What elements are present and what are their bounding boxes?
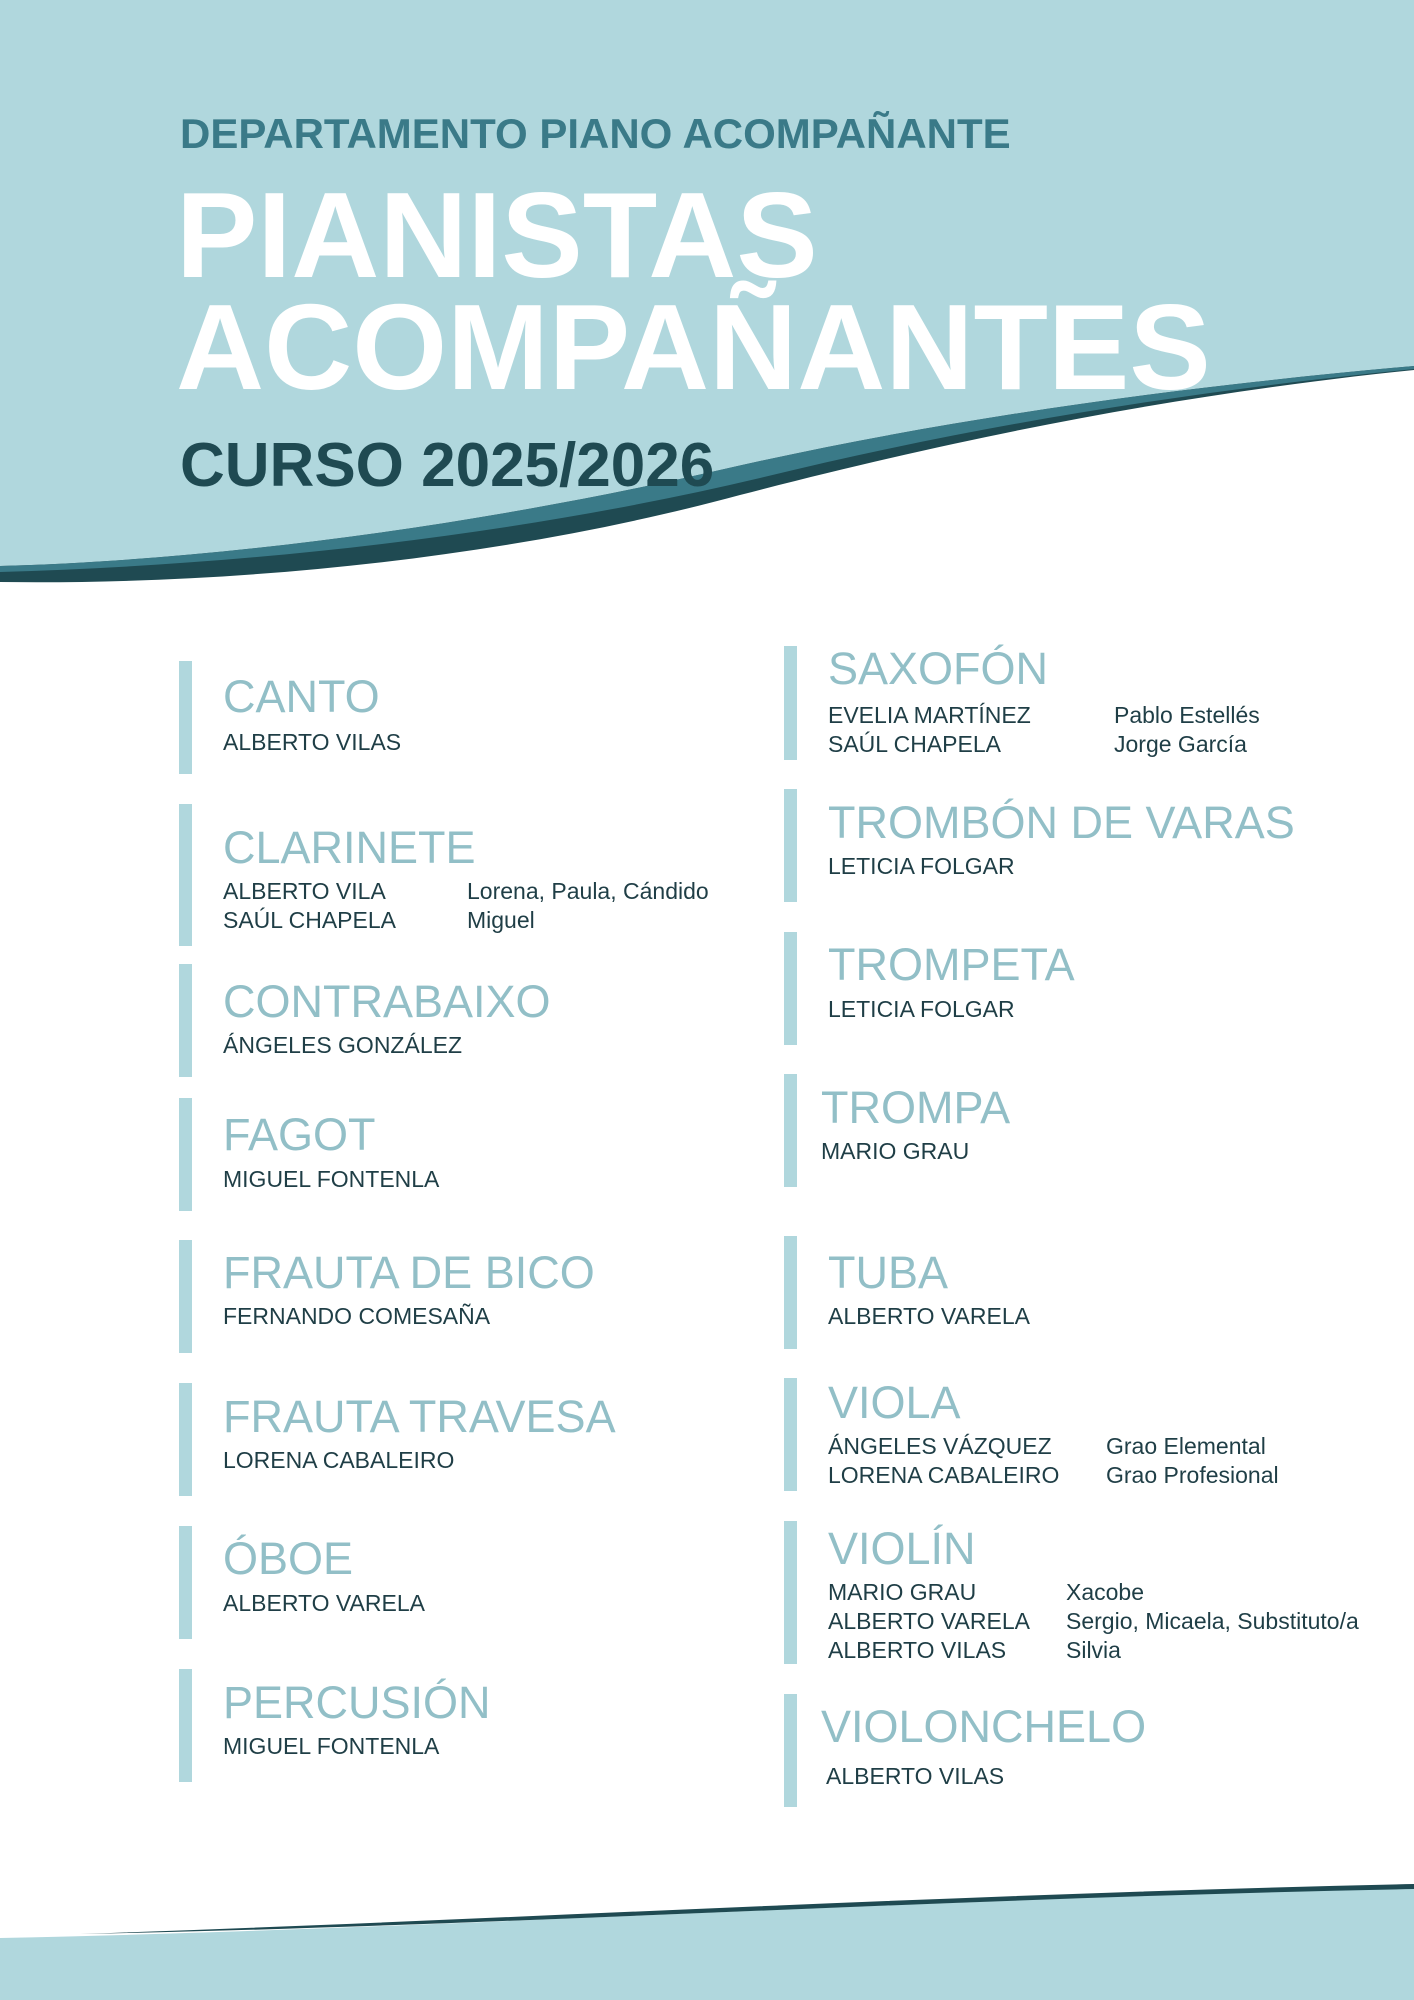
section-title: CANTO: [223, 671, 380, 722]
pianist-name: ALBERTO VARELA: [223, 1590, 425, 1616]
list-item: [223, 906, 709, 935]
pianist-name: MARIO GRAU: [828, 1579, 977, 1605]
pianist-students: Pablo Estellés: [1114, 702, 1260, 728]
list-item: [223, 1031, 462, 1060]
section-title: TROMBÓN DE VARAS: [828, 797, 1295, 848]
section-percusion: [179, 1669, 491, 1782]
section-title: PERCUSIÓN: [223, 1677, 491, 1728]
list-item: [223, 1302, 490, 1331]
section-oboe: [179, 1526, 425, 1639]
pianist-name: ALBERTO VILAS: [828, 1637, 1007, 1663]
section-contrabaixo: [179, 964, 551, 1077]
pianist-name: ÁNGELES VÁZQUEZ: [828, 1433, 1052, 1459]
list-item: [828, 852, 1015, 881]
pianist-name: ALBERTO VILAS: [826, 1763, 1005, 1789]
section-violonchelo: [784, 1694, 1147, 1807]
section-title: FRAUTA TRAVESA: [223, 1391, 616, 1442]
course-year: CURSO 2025/2026: [180, 431, 715, 500]
list-item: [828, 1607, 1359, 1636]
section-viola: [784, 1377, 1279, 1491]
section-title: CLARINETE: [223, 822, 476, 873]
section-canto: [179, 661, 402, 774]
pianist-name: ALBERTO VILA: [223, 878, 386, 904]
section-trombon-de-varas: [784, 789, 1295, 902]
pianist-students: Jorge García: [1114, 731, 1247, 757]
pianist-students: Lorena, Paula, Cándido: [467, 878, 709, 904]
pianist-name: LORENA CABALEIRO: [223, 1447, 455, 1473]
section-frauta-travesa: [179, 1383, 616, 1496]
list-item: [223, 1589, 425, 1618]
list-item: [223, 1165, 439, 1194]
section-title: TROMPA: [821, 1082, 1011, 1133]
list-item: [223, 1446, 454, 1475]
pianist-name: FERNANDO COMESAÑA: [223, 1303, 491, 1329]
list-item: [828, 1636, 1359, 1665]
pianist-students: Silvia: [1066, 1637, 1121, 1663]
list-item: [828, 1302, 1030, 1331]
pianist-name: ALBERTO VARELA: [828, 1608, 1030, 1634]
main-title-line2: ACOMPAÑANTES: [176, 279, 1211, 415]
section-title: SAXOFÓN: [828, 643, 1049, 694]
pianist-level: Grao Elemental: [1106, 1433, 1266, 1459]
list-item: [223, 1732, 439, 1761]
department-title: DEPARTAMENTO PIANO ACOMPAÑANTE: [180, 110, 1011, 157]
pianist-name: LORENA CABALEIRO: [828, 1462, 1060, 1488]
section-title: CONTRABAIXO: [223, 976, 551, 1027]
pianist-name: MIGUEL FONTENLA: [223, 1733, 440, 1759]
section-title: TUBA: [828, 1247, 949, 1298]
section-frauta-de-bico: [179, 1240, 595, 1353]
section-title: FRAUTA DE BICO: [223, 1247, 595, 1298]
list-item: [828, 1578, 1359, 1607]
pianist-students: Miguel: [467, 907, 535, 933]
pianist-students: Xacobe: [1066, 1579, 1145, 1605]
pianist-name: MIGUEL FONTENLA: [223, 1166, 440, 1192]
pianist-name: SAÚL CHAPELA: [223, 907, 396, 933]
pianist-name: ALBERTO VARELA: [828, 1303, 1030, 1329]
list-item: [821, 1137, 969, 1166]
pianist-students: Sergio, Micaela, Substituto/a: [1066, 1608, 1359, 1634]
footer-band: [0, 1888, 1414, 2000]
list-item: [826, 1762, 1004, 1791]
section-violin: [784, 1521, 1359, 1664]
section-title: FAGOT: [223, 1109, 376, 1160]
main-title-line1: PIANISTAS: [176, 167, 818, 303]
pianist-name: ÁNGELES GONZÁLEZ: [223, 1032, 463, 1058]
section-saxofon: [784, 643, 1260, 760]
section-title: VIOLA: [828, 1377, 961, 1428]
pianist-name: LETICIA FOLGAR: [828, 853, 1015, 879]
section-tuba: [784, 1236, 1030, 1349]
section-title: VIOLONCHELO: [821, 1701, 1147, 1752]
section-trompeta: [784, 932, 1075, 1045]
pianist-level: Grao Profesional: [1106, 1462, 1279, 1488]
list-item: [223, 728, 401, 757]
pianist-name: MARIO GRAU: [821, 1138, 970, 1164]
list-item: [828, 1432, 1279, 1461]
pianist-name: ALBERTO VILAS: [223, 729, 402, 755]
section-clarinete: [179, 804, 709, 946]
list-item: [828, 1461, 1279, 1490]
pianist-name: SAÚL CHAPELA: [828, 731, 1001, 757]
list-item: [828, 995, 1015, 1024]
list-item: [828, 701, 1260, 730]
section-trompa: [784, 1074, 1011, 1187]
pianist-name: LETICIA FOLGAR: [828, 996, 1015, 1022]
pianist-name: EVELIA MARTÍNEZ: [828, 702, 1031, 728]
section-title: TROMPETA: [828, 939, 1075, 990]
section-title: ÓBOE: [223, 1533, 354, 1584]
list-item: [223, 877, 709, 906]
list-item: [828, 730, 1260, 759]
section-title: VIOLÍN: [828, 1523, 976, 1574]
section-fagot: [179, 1098, 440, 1211]
